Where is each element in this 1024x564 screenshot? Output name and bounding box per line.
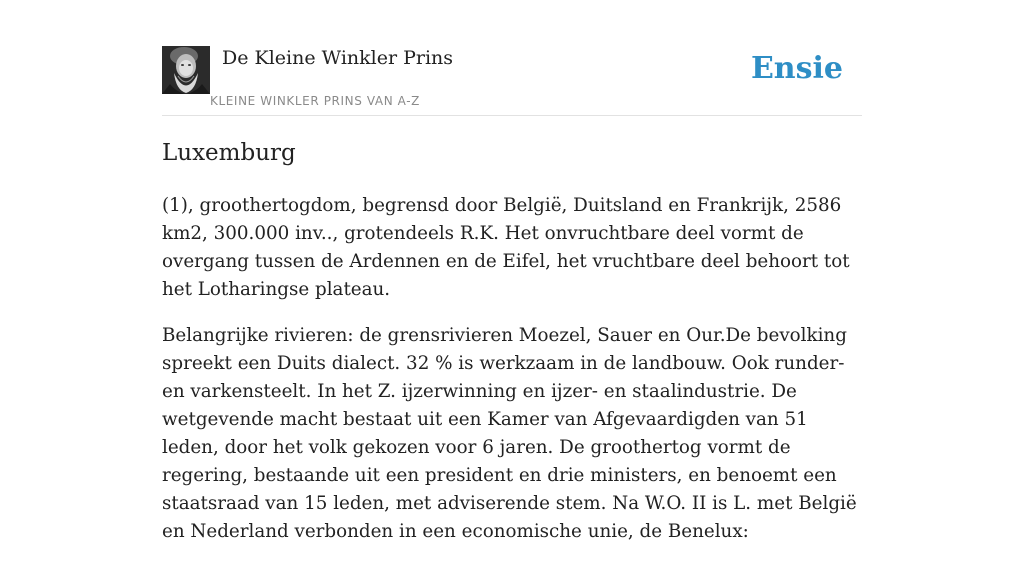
article-body [162, 192, 864, 564]
author-avatar-icon[interactable] [162, 46, 210, 94]
header-divider [162, 115, 862, 116]
ensie-logo-link[interactable]: Ensie [750, 51, 843, 86]
article-title: Luxemburg [162, 140, 296, 166]
book-subtitle: KLEINE WINKLER PRINS VAN A-Z [210, 94, 420, 108]
bearded-man-portrait-icon [162, 46, 210, 94]
article-paragraph: Belangrijke rivieren: de grensrivieren Moezel, Sauer en Our.De bevolking spreekt een Duits dialect. 32 % is werkzaam in de landbouw. Ook runder- en varkensteelt. In het Z. ijzerwinning en ijzer- en staalindustrie. De wetgevende macht bestaat uit een Kamer van Afgevaardigden van 51 leden, door het volk gekozen voor 6 jaren. De groothertog vormt de regering, bestaande uit een president en drie ministers, en benoemt een staatsraad van 15 leden, met adviserende stem. Na W.O. II is L. met België en Nederland verbonden in een economische unie, de Benelux: [162, 325, 857, 542]
article-paragraph: (1), groothertogdom, begrensd door België, Duitsland en Frankrijk, 2586 km2, 300.000 inv.., grotendeels R.K. Het onvruchtbare deel vormt de overgang tussen de Ardennen en de Eifel, het vruchtbare deel behoort tot het Lotharingse plateau. [162, 195, 850, 300]
book-header [162, 44, 862, 116]
book-title[interactable]: De Kleine Winkler Prins [222, 47, 454, 69]
